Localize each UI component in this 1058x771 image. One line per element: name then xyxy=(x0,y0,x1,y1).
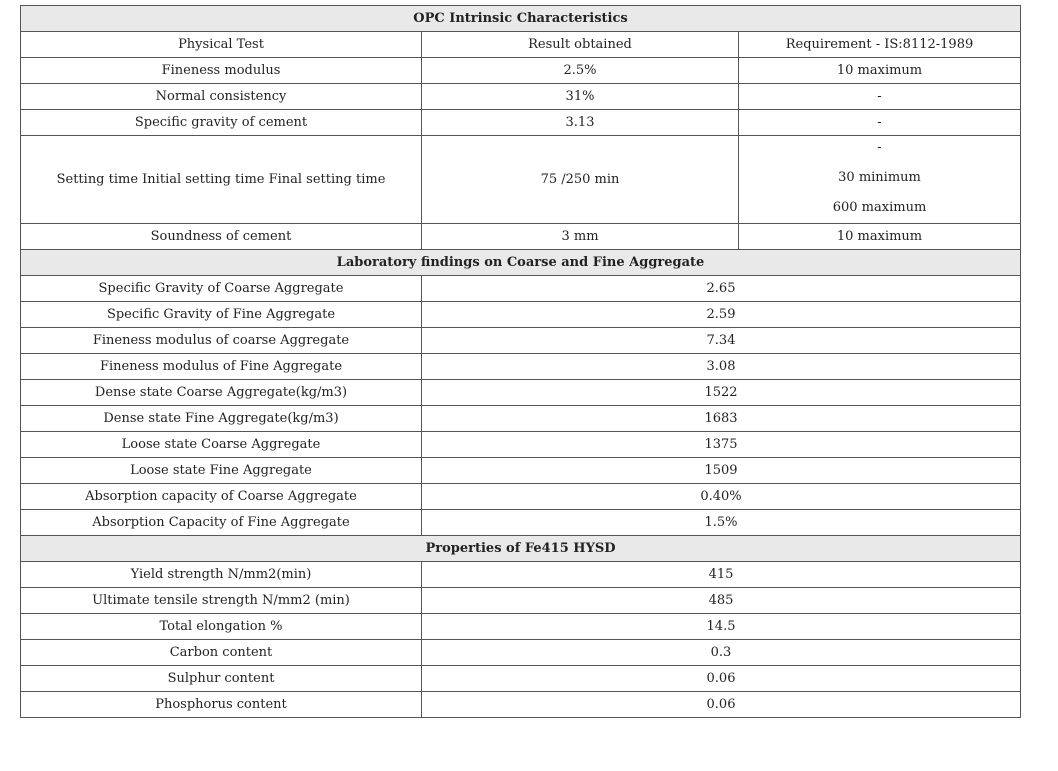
value-cell: 7.34 xyxy=(422,328,1021,354)
property-name-cell: Fineness modulus of Fine Aggregate xyxy=(21,354,422,380)
value-cell: 0.06 xyxy=(422,666,1021,692)
property-name-cell: Specific Gravity of Fine Aggregate xyxy=(21,302,422,328)
table-row xyxy=(21,692,1021,718)
header-row xyxy=(21,32,1021,58)
value-cell: 0.40% xyxy=(422,484,1021,510)
test-name-cell: Normal consistency xyxy=(21,84,422,110)
result-cell: 31% xyxy=(422,84,739,110)
value-cell: 2.65 xyxy=(422,276,1021,302)
requirement-line: 30 minimum xyxy=(838,169,921,185)
column-header: Requirement - IS:8112-1989 xyxy=(739,32,1021,58)
requirement-cell: - xyxy=(739,110,1021,136)
table-row xyxy=(21,84,1021,110)
property-name-cell: Phosphorus content xyxy=(21,692,422,718)
table-row xyxy=(21,302,1021,328)
table-row xyxy=(21,484,1021,510)
property-name-cell: Specific Gravity of Coarse Aggregate xyxy=(21,276,422,302)
test-name-cell: Setting time Initial setting time Final setting time xyxy=(21,136,422,224)
table-row xyxy=(21,380,1021,406)
property-name-cell: Dense state Fine Aggregate(kg/m3) xyxy=(21,406,422,432)
property-name-cell: Loose state Coarse Aggregate xyxy=(21,432,422,458)
requirement-cell xyxy=(739,136,1021,224)
requirement-cell: 10 maximum xyxy=(739,224,1021,250)
property-name-cell: Absorption Capacity of Fine Aggregate xyxy=(21,510,422,536)
table-row xyxy=(21,666,1021,692)
table-row xyxy=(21,110,1021,136)
column-header: Result obtained xyxy=(422,32,739,58)
table-row xyxy=(21,614,1021,640)
value-cell: 0.06 xyxy=(422,692,1021,718)
table-row xyxy=(21,432,1021,458)
property-name-cell: Total elongation % xyxy=(21,614,422,640)
value-cell: 485 xyxy=(422,588,1021,614)
value-cell: 415 xyxy=(422,562,1021,588)
table-row xyxy=(21,510,1021,536)
value-cell: 2.59 xyxy=(422,302,1021,328)
result-cell: 3.13 xyxy=(422,110,739,136)
section-header-steel xyxy=(21,536,1021,562)
property-name-cell: Sulphur content xyxy=(21,666,422,692)
requirement-line: - xyxy=(877,139,882,155)
property-name-cell: Ultimate tensile strength N/mm2 (min) xyxy=(21,588,422,614)
table-row xyxy=(21,328,1021,354)
result-cell: 75 /250 min xyxy=(422,136,739,224)
table-row xyxy=(21,406,1021,432)
property-name-cell: Yield strength N/mm2(min) xyxy=(21,562,422,588)
value-cell: 1375 xyxy=(422,432,1021,458)
table-row xyxy=(21,276,1021,302)
section-header-aggregate xyxy=(21,250,1021,276)
section-title: Laboratory findings on Coarse and Fine Aggregate xyxy=(21,250,1021,276)
property-name-cell: Fineness modulus of coarse Aggregate xyxy=(21,328,422,354)
test-name-cell: Specific gravity of cement xyxy=(21,110,422,136)
test-name-cell: Fineness modulus xyxy=(21,58,422,84)
value-cell: 14.5 xyxy=(422,614,1021,640)
table-row xyxy=(21,354,1021,380)
property-name-cell: Carbon content xyxy=(21,640,422,666)
table-row xyxy=(21,58,1021,84)
requirement-cell: 10 maximum xyxy=(739,58,1021,84)
property-name-cell: Loose state Fine Aggregate xyxy=(21,458,422,484)
result-cell: 2.5% xyxy=(422,58,739,84)
result-cell: 3 mm xyxy=(422,224,739,250)
section-title: OPC Intrinsic Characteristics xyxy=(21,6,1021,32)
table-row xyxy=(21,458,1021,484)
value-cell: 1522 xyxy=(422,380,1021,406)
section-title: Properties of Fe415 HYSD xyxy=(21,536,1021,562)
property-name-cell: Dense state Coarse Aggregate(kg/m3) xyxy=(21,380,422,406)
table-row xyxy=(21,136,1021,224)
column-header: Physical Test xyxy=(21,32,422,58)
value-cell: 0.3 xyxy=(422,640,1021,666)
value-cell: 1509 xyxy=(422,458,1021,484)
value-cell: 1683 xyxy=(422,406,1021,432)
value-cell: 3.08 xyxy=(422,354,1021,380)
requirement-cell: - xyxy=(739,84,1021,110)
requirement-line: 600 maximum xyxy=(832,199,927,215)
section-header-opc xyxy=(21,6,1021,32)
table-row xyxy=(21,562,1021,588)
test-name-cell: Soundness of cement xyxy=(21,224,422,250)
value-cell: 1.5% xyxy=(422,510,1021,536)
table-row xyxy=(21,640,1021,666)
properties-table xyxy=(20,5,1021,718)
table-row xyxy=(21,588,1021,614)
table-row xyxy=(21,224,1021,250)
property-name-cell: Absorption capacity of Coarse Aggregate xyxy=(21,484,422,510)
